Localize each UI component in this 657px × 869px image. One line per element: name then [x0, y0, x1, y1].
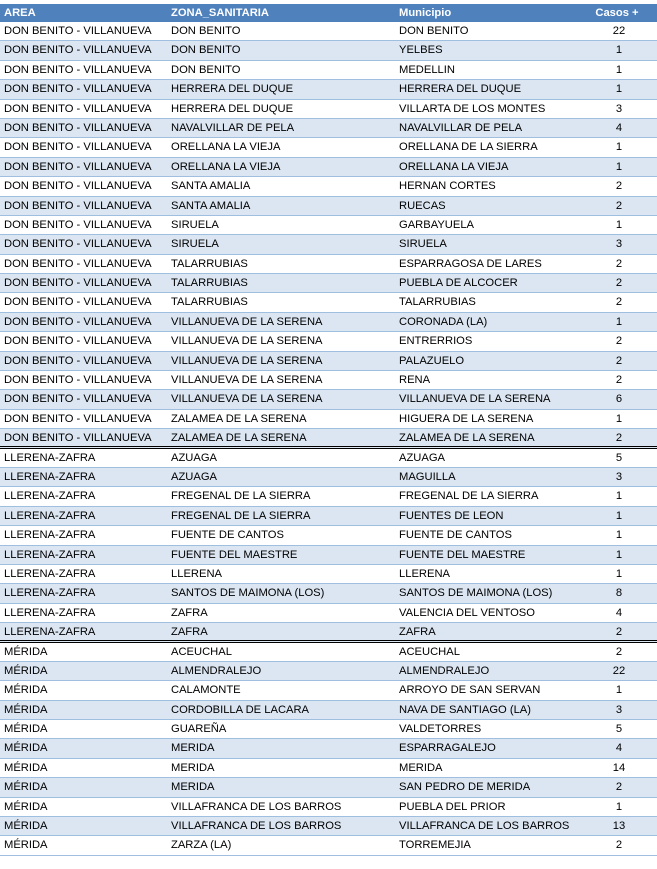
cell-casos: 13 — [612, 820, 626, 833]
cell-area: DON BENITO - VILLANUEVA — [4, 277, 152, 290]
table-row — [0, 468, 657, 487]
table-row — [0, 235, 657, 254]
table-row — [0, 119, 657, 138]
cell-area: MÉRIDA — [4, 761, 48, 774]
cell-area: LLERENA-ZAFRA — [4, 470, 96, 483]
cell-casos: 3 — [615, 470, 623, 483]
cell-casos: 1 — [615, 44, 623, 57]
table-row — [0, 138, 657, 157]
cell-municipio: PUEBLA DE ALCOCER — [399, 277, 518, 290]
cell-municipio: TORREMEJIA — [399, 839, 471, 852]
cell-zona: FUENTE DEL MAESTRE — [171, 548, 298, 561]
cell-zona: AZUAGA — [171, 470, 218, 483]
table-row — [0, 100, 657, 119]
cell-casos: 1 — [615, 412, 623, 425]
cell-zona: FREGENAL DE LA SIERRA — [171, 509, 311, 522]
table-row — [0, 565, 657, 584]
cell-zona: DON BENITO — [171, 25, 241, 37]
cell-casos: 2 — [615, 277, 623, 290]
cell-municipio: FUENTES DE LEON — [399, 509, 504, 522]
cell-zona: VILLANUEVA DE LA SERENA — [171, 335, 323, 348]
cell-casos: 22 — [612, 25, 626, 37]
cell-area: MÉRIDA — [4, 645, 48, 658]
cell-municipio: VILLARTA DE LOS MONTES — [399, 102, 546, 115]
cell-area: MÉRIDA — [4, 781, 48, 794]
cell-municipio: MEDELLIN — [399, 63, 455, 76]
cell-area: LLERENA-ZAFRA — [4, 529, 96, 542]
cell-municipio: SANTOS DE MAIMONA (LOS) — [399, 587, 553, 600]
cell-casos: 2 — [615, 354, 623, 367]
cell-casos: 2 — [615, 432, 623, 445]
cell-zona: ACEUCHAL — [171, 645, 232, 658]
table-row — [0, 604, 657, 623]
cell-zona: TALARRUBIAS — [171, 257, 248, 270]
cell-zona: ALMENDRALEJO — [171, 664, 262, 677]
cell-area: DON BENITO - VILLANUEVA — [4, 180, 152, 193]
table-row — [0, 546, 657, 565]
cell-zona: ZARZA (LA) — [171, 839, 232, 852]
cell-casos: 1 — [615, 83, 623, 96]
cell-casos: 8 — [615, 587, 623, 600]
cell-casos: 1 — [615, 529, 623, 542]
cell-zona: GUAREÑA — [171, 723, 227, 736]
cell-area: LLERENA-ZAFRA — [4, 451, 96, 464]
cell-municipio: ENTRERRIOS — [399, 335, 473, 348]
cell-municipio: TALARRUBIAS — [399, 296, 476, 309]
table-row — [0, 197, 657, 216]
table-row — [0, 759, 657, 778]
cell-municipio: SAN PEDRO DE MERIDA — [399, 781, 531, 794]
cell-zona: VILLANUEVA DE LA SERENA — [171, 315, 323, 328]
cell-area: MÉRIDA — [4, 820, 48, 833]
cell-casos: 3 — [615, 703, 623, 716]
cell-municipio: MERIDA — [399, 761, 443, 774]
cell-casos: 2 — [615, 839, 623, 852]
cell-area: DON BENITO - VILLANUEVA — [4, 257, 152, 270]
cell-zona: TALARRUBIAS — [171, 277, 248, 290]
table-row — [0, 739, 657, 758]
cell-casos: 1 — [615, 141, 623, 154]
cell-casos: 2 — [615, 335, 623, 348]
table-row — [0, 216, 657, 235]
cell-area: MÉRIDA — [4, 684, 48, 697]
cell-municipio: VILLAFRANCA DE LOS BARROS — [399, 820, 570, 833]
cell-casos: 1 — [615, 548, 623, 561]
table-row — [0, 61, 657, 80]
table-row — [0, 836, 657, 855]
cell-casos: 2 — [615, 781, 623, 794]
cell-casos: 2 — [615, 374, 623, 387]
cell-zona: ZALAMEA DE LA SERENA — [171, 432, 307, 445]
table-row — [0, 720, 657, 739]
table-row — [0, 662, 657, 681]
cell-area: DON BENITO - VILLANUEVA — [4, 335, 152, 348]
cell-area: DON BENITO - VILLANUEVA — [4, 393, 152, 406]
cell-municipio: LLERENA — [399, 567, 450, 580]
cell-zona: MERIDA — [171, 761, 215, 774]
cell-municipio: ACEUCHAL — [399, 645, 460, 658]
cell-area: DON BENITO - VILLANUEVA — [4, 102, 152, 115]
table-row — [0, 584, 657, 603]
cell-casos: 1 — [615, 315, 623, 328]
table-row — [0, 507, 657, 526]
cell-zona: DON BENITO — [171, 44, 241, 57]
cell-area: DON BENITO - VILLANUEVA — [4, 296, 152, 309]
column-header-casos: Casos + — [595, 7, 639, 19]
table-row — [0, 332, 657, 351]
cell-casos: 2 — [615, 626, 623, 639]
cell-zona: VILLAFRANCA DE LOS BARROS — [171, 820, 342, 833]
cell-zona: FREGENAL DE LA SIERRA — [171, 490, 311, 503]
cell-area: DON BENITO - VILLANUEVA — [4, 238, 152, 251]
cell-area: MÉRIDA — [4, 703, 48, 716]
cell-area: DON BENITO - VILLANUEVA — [4, 63, 152, 76]
cell-zona: CALAMONTE — [171, 684, 241, 697]
cell-area: MÉRIDA — [4, 839, 48, 852]
cell-municipio: FREGENAL DE LA SIERRA — [399, 490, 539, 503]
table-row — [0, 313, 657, 332]
table-row — [0, 701, 657, 720]
cell-zona: HERRERA DEL DUQUE — [171, 102, 294, 115]
cell-zona: SANTA AMALIA — [171, 199, 251, 212]
cell-zona: ZAFRA — [171, 606, 208, 619]
cell-municipio: VALENCIA DEL VENTOSO — [399, 606, 535, 619]
cell-municipio: HIGUERA DE LA SERENA — [399, 412, 534, 425]
column-header-area: AREA — [4, 7, 36, 19]
cell-municipio: ORELLANA LA VIEJA — [399, 160, 509, 173]
table-row — [0, 390, 657, 409]
cell-zona: NAVALVILLAR DE PELA — [171, 121, 295, 134]
cell-area: LLERENA-ZAFRA — [4, 626, 96, 639]
cell-area: LLERENA-ZAFRA — [4, 490, 96, 503]
table-row — [0, 41, 657, 60]
cell-zona: MERIDA — [171, 742, 215, 755]
cell-zona: ORELLANA LA VIEJA — [171, 141, 281, 154]
cell-area: LLERENA-ZAFRA — [4, 567, 96, 580]
cell-area: DON BENITO - VILLANUEVA — [4, 412, 152, 425]
cell-area: DON BENITO - VILLANUEVA — [4, 354, 152, 367]
cell-municipio: PUEBLA DEL PRIOR — [399, 800, 506, 813]
cell-area: DON BENITO - VILLANUEVA — [4, 121, 152, 134]
cell-area: LLERENA-ZAFRA — [4, 509, 96, 522]
cell-municipio: ZAFRA — [399, 626, 436, 639]
table-row — [0, 274, 657, 293]
cell-municipio: ARROYO DE SAN SERVAN — [399, 684, 541, 697]
cell-zona: ZALAMEA DE LA SERENA — [171, 412, 307, 425]
cell-zona: VILLANUEVA DE LA SERENA — [171, 354, 323, 367]
cell-municipio: SIRUELA — [399, 238, 447, 251]
cell-casos: 1 — [615, 800, 623, 813]
cell-area: DON BENITO - VILLANUEVA — [4, 25, 152, 37]
cell-zona: AZUAGA — [171, 451, 218, 464]
cell-municipio: GARBAYUELA — [399, 218, 475, 231]
table-row — [0, 80, 657, 99]
cell-zona: VILLANUEVA DE LA SERENA — [171, 374, 323, 387]
cell-zona: LLERENA — [171, 567, 222, 580]
cell-area: LLERENA-ZAFRA — [4, 548, 96, 561]
table-row — [0, 255, 657, 274]
cell-municipio: NAVALVILLAR DE PELA — [399, 121, 523, 134]
cell-municipio: YELBES — [399, 44, 443, 57]
table-header-row — [0, 4, 657, 22]
cell-casos: 1 — [615, 490, 623, 503]
cell-municipio: RUECAS — [399, 199, 446, 212]
cell-municipio: ESPARRAGOSA DE LARES — [399, 257, 542, 270]
cell-municipio: CORONADA (LA) — [399, 315, 488, 328]
cell-zona: MERIDA — [171, 781, 215, 794]
cases-table — [0, 4, 657, 856]
table-row — [0, 449, 657, 468]
cell-municipio: ZALAMEA DE LA SERENA — [399, 432, 535, 445]
table-row — [0, 487, 657, 506]
table-row — [0, 817, 657, 836]
cell-zona: SANTA AMALIA — [171, 180, 251, 193]
cell-zona: VILLAFRANCA DE LOS BARROS — [171, 800, 342, 813]
cell-casos: 2 — [615, 199, 623, 212]
table-row — [0, 177, 657, 196]
column-header-municipio: Municipio — [399, 7, 452, 19]
cell-zona: ORELLANA LA VIEJA — [171, 160, 281, 173]
cell-casos: 22 — [612, 664, 626, 677]
cell-casos: 14 — [612, 761, 626, 774]
cell-casos: 2 — [615, 645, 623, 658]
cell-municipio: NAVA DE SANTIAGO (LA) — [399, 703, 531, 716]
cell-municipio: PALAZUELO — [399, 354, 465, 367]
cell-area: DON BENITO - VILLANUEVA — [4, 160, 152, 173]
cell-area: DON BENITO - VILLANUEVA — [4, 374, 152, 387]
cell-zona: DON BENITO — [171, 63, 241, 76]
table-body — [0, 22, 657, 856]
cell-zona: FUENTE DE CANTOS — [171, 529, 284, 542]
cell-zona: TALARRUBIAS — [171, 296, 248, 309]
table-row — [0, 526, 657, 545]
cell-casos: 5 — [615, 451, 623, 464]
table-row — [0, 429, 657, 448]
cell-zona: ZAFRA — [171, 626, 208, 639]
cell-zona: SANTOS DE MAIMONA (LOS) — [171, 587, 325, 600]
cell-casos: 3 — [615, 102, 623, 115]
cell-zona: SIRUELA — [171, 238, 219, 251]
cell-casos: 1 — [615, 567, 623, 580]
cell-area: DON BENITO - VILLANUEVA — [4, 432, 152, 445]
cell-municipio: HERRERA DEL DUQUE — [399, 83, 522, 96]
cell-casos: 3 — [615, 238, 623, 251]
cell-zona: CORDOBILLA DE LACARA — [171, 703, 310, 716]
cell-municipio: ESPARRAGALEJO — [399, 742, 496, 755]
cell-casos: 4 — [615, 742, 623, 755]
column-header-zona: ZONA_SANITARIA — [171, 7, 269, 19]
cell-area: LLERENA-ZAFRA — [4, 587, 96, 600]
table-row — [0, 22, 657, 41]
cell-area: DON BENITO - VILLANUEVA — [4, 83, 152, 96]
cell-casos: 6 — [615, 393, 623, 406]
cell-area: DON BENITO - VILLANUEVA — [4, 44, 152, 57]
cell-area: DON BENITO - VILLANUEVA — [4, 141, 152, 154]
cell-casos: 1 — [615, 684, 623, 697]
cell-zona: HERRERA DEL DUQUE — [171, 83, 294, 96]
cell-area: DON BENITO - VILLANUEVA — [4, 199, 152, 212]
cell-zona: VILLANUEVA DE LA SERENA — [171, 393, 323, 406]
cell-area: MÉRIDA — [4, 723, 48, 736]
table-row — [0, 293, 657, 312]
cell-casos: 4 — [615, 121, 623, 134]
cell-area: MÉRIDA — [4, 800, 48, 813]
cell-municipio: HERNAN CORTES — [399, 180, 496, 193]
cell-casos: 1 — [615, 160, 623, 173]
cell-municipio: MAGUILLA — [399, 470, 456, 483]
cell-municipio: DON BENITO — [399, 25, 469, 37]
table-row — [0, 410, 657, 429]
table-row — [0, 623, 657, 642]
cell-casos: 5 — [615, 723, 623, 736]
table-row — [0, 681, 657, 700]
cell-municipio: AZUAGA — [399, 451, 446, 464]
cell-municipio: RENA — [399, 374, 431, 387]
cell-area: MÉRIDA — [4, 664, 48, 677]
cell-municipio: ORELLANA DE LA SIERRA — [399, 141, 538, 154]
cell-casos: 4 — [615, 606, 623, 619]
table-row — [0, 158, 657, 177]
cell-area: DON BENITO - VILLANUEVA — [4, 218, 152, 231]
cell-casos: 2 — [615, 257, 623, 270]
cell-municipio: FUENTE DE CANTOS — [399, 529, 512, 542]
cell-municipio: VILLANUEVA DE LA SERENA — [399, 393, 551, 406]
cell-casos: 1 — [615, 218, 623, 231]
table-row — [0, 352, 657, 371]
cell-zona: SIRUELA — [171, 218, 219, 231]
cell-casos: 1 — [615, 63, 623, 76]
table-row — [0, 778, 657, 797]
cell-area: LLERENA-ZAFRA — [4, 606, 96, 619]
cell-area: MÉRIDA — [4, 742, 48, 755]
cell-area: DON BENITO - VILLANUEVA — [4, 315, 152, 328]
cell-casos: 2 — [615, 180, 623, 193]
cell-municipio: VALDETORRES — [399, 723, 482, 736]
cell-municipio: ALMENDRALEJO — [399, 664, 490, 677]
table-row — [0, 371, 657, 390]
table-row — [0, 643, 657, 662]
cell-casos: 1 — [615, 509, 623, 522]
cell-municipio: FUENTE DEL MAESTRE — [399, 548, 526, 561]
table-row — [0, 798, 657, 817]
cell-casos: 2 — [615, 296, 623, 309]
